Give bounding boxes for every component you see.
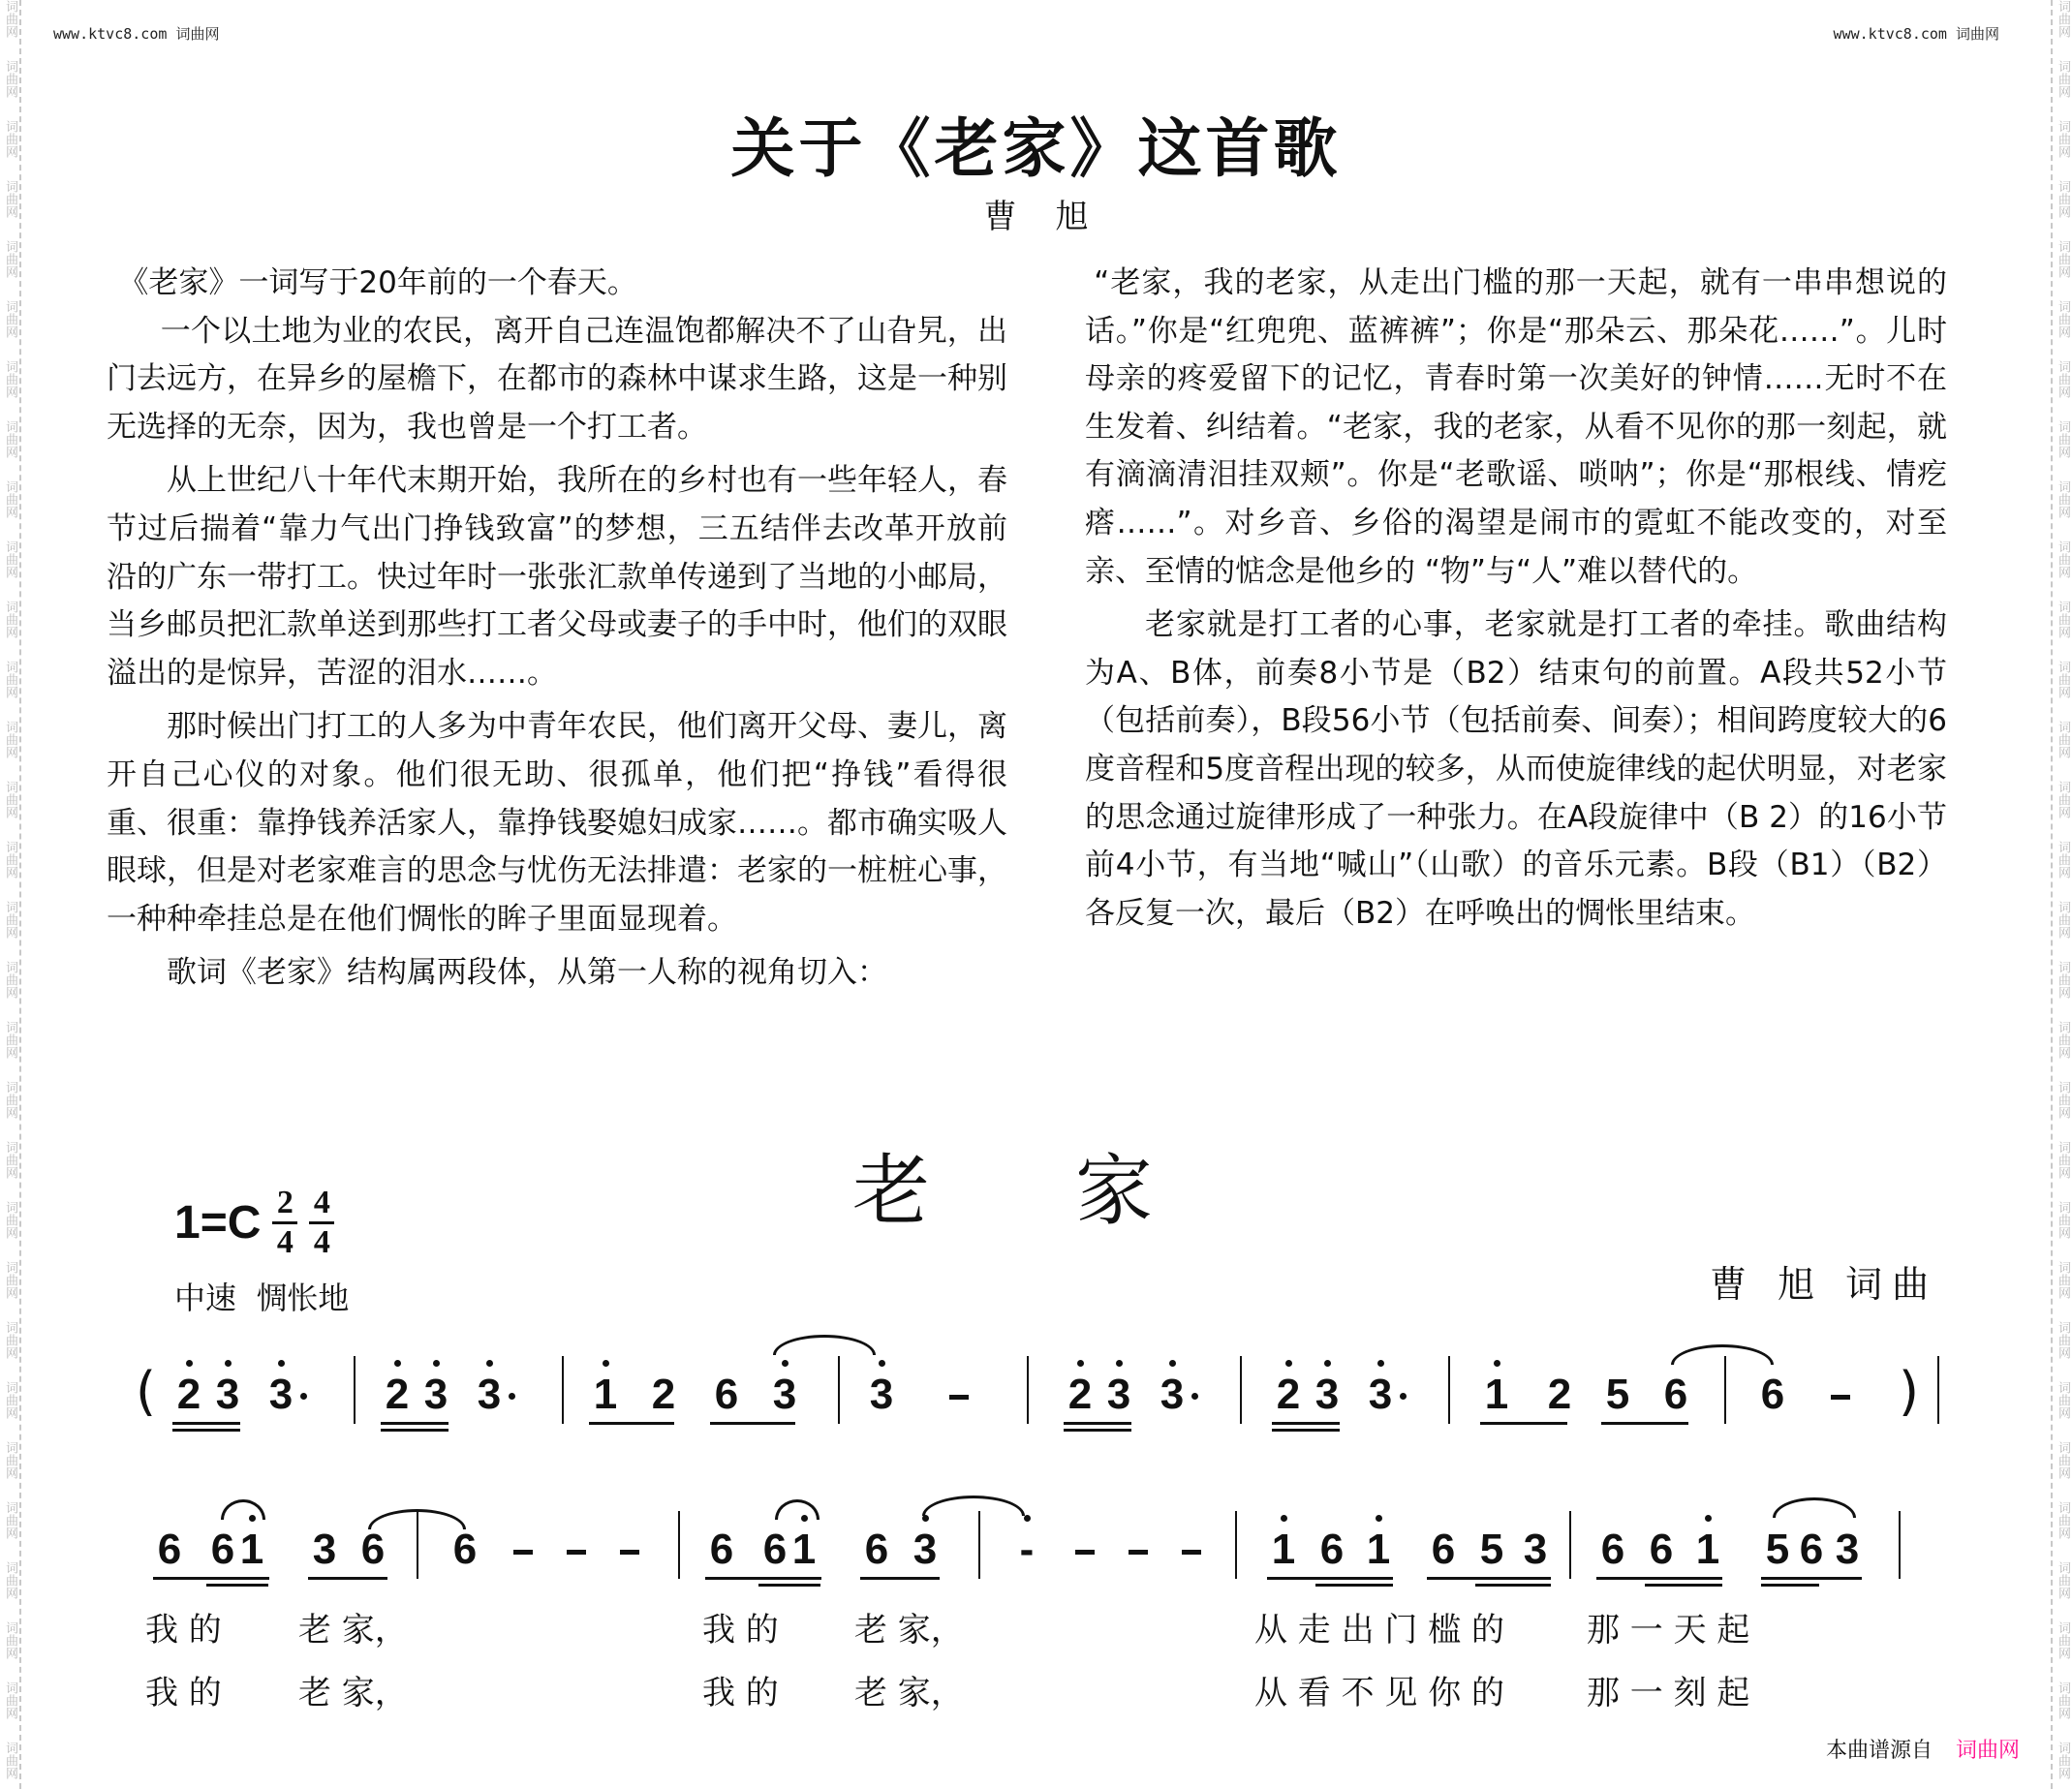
article-right-column (1085, 260, 1947, 938)
lyric: 我 的 (145, 1674, 222, 1712)
tempo-marking: 中速 惆怅地 (174, 1280, 350, 1316)
edge-watermark-text: 词曲网 (2056, 781, 2070, 818)
edge-watermark-text: 词曲网 (3, 240, 17, 278)
edge-watermark-text: 词曲网 (3, 601, 17, 638)
note: 2 (1547, 1371, 1572, 1418)
beam-underline (1272, 1422, 1340, 1425)
edge-watermark-text: 词曲网 (2056, 180, 2070, 218)
note: 3 (1158, 1373, 1187, 1416)
notation-line-intro (136, 1356, 1957, 1443)
note: 3 (266, 1373, 295, 1416)
edge-watermark-text: 词曲网 (3, 300, 17, 338)
note: 3 (421, 1373, 450, 1416)
lyric: 从 走 出 门 槛 的 (1254, 1611, 1505, 1650)
beam-underline (1315, 1584, 1393, 1587)
edge-watermark-text: 词曲网 (3, 901, 17, 939)
edge-watermark-text: 词曲网 (2056, 1141, 2070, 1179)
beam-underline (172, 1422, 240, 1425)
note: 5 (1605, 1371, 1630, 1418)
edge-watermark-text: 词曲网 (3, 120, 17, 158)
edge-watermark-text: 词曲网 (3, 781, 17, 818)
beam-underline (1761, 1577, 1862, 1580)
lyric: 我 的 (702, 1611, 779, 1650)
edge-watermark-text: 词曲网 (3, 721, 17, 758)
slur-arc (221, 1499, 265, 1520)
edge-watermark-text: 词曲网 (3, 480, 17, 518)
edge-watermark-text: 词曲网 (2056, 360, 2070, 398)
sustain-dash (513, 1550, 533, 1555)
sustain-dash (949, 1395, 969, 1400)
edge-watermark-text: 词曲网 (3, 841, 17, 879)
edge-watermark-text: 词曲网 (3, 661, 17, 698)
edge-watermark-text: 词曲网 (2056, 1742, 2070, 1779)
beam-underline (1064, 1429, 1131, 1432)
source-footer (1826, 1734, 2020, 1764)
note: 6 (864, 1526, 889, 1573)
note: 6 (714, 1371, 739, 1418)
edge-watermark-text: 词曲网 (2056, 120, 2070, 158)
edge-watermark-text: 词曲网 (3, 1742, 17, 1779)
note: 3 (867, 1373, 896, 1416)
beam-underline (1596, 1577, 1722, 1580)
beam-underline (1761, 1584, 1819, 1587)
edge-watermark-text: 词曲网 (2056, 661, 2070, 698)
sustain-dash (1182, 1550, 1201, 1555)
lyrics-verse-2 (136, 1666, 1957, 1714)
note: 3 (1104, 1373, 1133, 1416)
beam-underline (206, 1584, 268, 1587)
beam-underline (308, 1577, 387, 1580)
paragraph: “老家，我的老家，从走出门槛的那一天起，就有一串串想说的话。”你是“红兜兜、蓝裤裤”；你是“那朵云、那朵花……”。儿时母亲的疼爱留下的记忆，青春时第一次美好的钟情……无时不在生发着、纠结着。“老家，我的老家，从看不见你的那一刻起，就有滴滴清泪挂双颊”。你是“老歌谣、唢呐”；你是“那根线、情疙瘩……”。对乡音、乡俗的渴望是闹市的霓虹不能改变的，对至亲、至情的惦念是他乡的 “物”与“人”难以替代的。 (1085, 265, 1947, 589)
edge-watermark-text: 词曲网 (3, 540, 17, 578)
bar-line (1569, 1511, 1571, 1579)
edge-watermark-text: 词曲网 (2056, 540, 2070, 578)
note: 6 (1663, 1371, 1688, 1418)
edge-watermark-text: 词曲网 (3, 360, 17, 398)
note: 2 (1274, 1373, 1303, 1416)
key-signature (174, 1187, 334, 1259)
note: 6 (1799, 1526, 1824, 1573)
edge-watermark-text: 词曲网 (2056, 1321, 2070, 1359)
paragraph: 老家就是打工者的心事，老家就是打工者的牵挂。歌曲结构为A、B体，前奏8小节是（B2）结束句的前置。A段共52小节（包括前奏），B段56小节（包括前奏、间奏）；相间跨度较大的6度音程和5度音程出现的较多，从而使旋律线的起伏明显，对老家的思念通过旋律形成了一种张力。在A段旋律中（B 2）的16小节前4小节，有当地“喊山”（山歌）的音乐元素。B段（B1）（B2）各反复一次，最后（B2）在呼唤出的惆怅里结束。 (1085, 607, 1947, 931)
edge-watermark-text: 词曲网 (2056, 1081, 2070, 1119)
beam-underline (381, 1429, 448, 1432)
song-title-char: 家 (1075, 1146, 1153, 1236)
site-name: 词曲网 (175, 25, 220, 43)
lyric: 老 家， (298, 1674, 408, 1712)
beam-underline (1427, 1577, 1551, 1580)
beam-underline (710, 1422, 795, 1425)
song-title-char: 老 (852, 1146, 930, 1236)
lyric: 我 的 (145, 1611, 222, 1650)
bar-line (978, 1511, 980, 1579)
edge-watermark-text: 词曲网 (2056, 1561, 2070, 1599)
paragraph: 从上世纪八十年代末期开始，我所在的乡村也有一些年轻人，春节过后揣着“靠力气出门挣钱致富”的梦想，三五结伴去改革开放前沿的广东一带打工。快过年时一张张汇款单传递到了当地的小邮局，当乡邮员把汇款单送到那些打工者父母或妻子的手中时，他们的双眼溢出的是惊异，苦涩的泪水……。 (107, 463, 1007, 691)
article-title: 关于《老家》这首歌 (730, 110, 1342, 186)
site-watermark-right (1834, 23, 1999, 44)
bar-line (562, 1356, 564, 1424)
edge-watermark-text: 词曲网 (2056, 1501, 2070, 1539)
bar-line (1899, 1511, 1901, 1579)
edge-watermark-text: 词曲网 (2056, 1021, 2070, 1059)
lyric: 那 一 刻 起 (1587, 1674, 1750, 1712)
slur-arc (1671, 1344, 1774, 1365)
note: 2 (1066, 1373, 1095, 1416)
edge-watermark-text: 词曲网 (3, 1561, 17, 1599)
time-signature: $\frac{4}{4}$ (309, 1187, 334, 1259)
edge-watermark-text: 词曲网 (3, 1321, 17, 1359)
note: 2 (651, 1371, 676, 1418)
bar-line (838, 1356, 840, 1424)
edge-watermark-text: 词曲网 (2056, 901, 2070, 939)
edge-watermark-text: 词曲网 (3, 1621, 17, 1659)
note: 2 (174, 1373, 203, 1416)
edge-watermark-text: 词曲网 (2056, 1621, 2070, 1659)
edge-watermark-text: 词曲网 (3, 1201, 17, 1239)
paragraph: 一个以土地为业的农民，离开自己连温饱都解决不了山旮旯，出门去远方，在异乡的屋檐下，在都市的森林中谋求生路，这是一种别无选择的无奈，因为，我也曾是一个打工者。 (107, 313, 1007, 445)
site-name: 词曲网 (1955, 25, 1999, 43)
edge-watermark-text: 词曲网 (3, 1441, 17, 1479)
lyric: 从 看 不 见 你 的 (1254, 1674, 1505, 1712)
edge-watermark-text: 词曲网 (3, 1681, 17, 1719)
edge-watermark-text: 词曲网 (2056, 240, 2070, 278)
lyrics-verse-1 (136, 1603, 1957, 1651)
site-url: www.ktvc8.com (53, 25, 168, 43)
right-watermark-stripe (2051, 0, 2072, 1789)
beam-underline (381, 1422, 448, 1425)
note: 3 (1313, 1373, 1342, 1416)
note: 3 (1835, 1526, 1860, 1573)
bar-line (1240, 1356, 1242, 1424)
note: 3 (213, 1373, 242, 1416)
note: 2 (383, 1373, 412, 1416)
left-watermark-stripe (0, 0, 21, 1789)
note: 6 (1431, 1526, 1456, 1573)
edge-watermark-text: 词曲网 (3, 180, 17, 218)
note: 3 (911, 1528, 940, 1571)
edge-watermark-text: 词曲网 (3, 60, 17, 98)
beam-underline (1601, 1422, 1688, 1425)
bar-line (1937, 1356, 1939, 1424)
note: 5 (1479, 1526, 1504, 1573)
lyric: 老 家， (298, 1611, 408, 1650)
note: 6 (1649, 1526, 1674, 1573)
edge-watermark-text: 词曲网 (2056, 1441, 2070, 1479)
bar-line (354, 1356, 356, 1424)
bar-line (1724, 1356, 1726, 1424)
beam-underline (589, 1422, 674, 1425)
edge-watermark-text: 词曲网 (2056, 1261, 2070, 1299)
note: 6 (210, 1526, 235, 1573)
note: 6 (157, 1526, 182, 1573)
slur-arc (922, 1496, 1025, 1516)
note: 1 (591, 1373, 620, 1416)
edge-watermark-text: 词曲网 (3, 1381, 17, 1419)
edge-watermark-text: 词曲网 (3, 0, 17, 38)
note: 1 (1364, 1528, 1393, 1571)
note: 6 (360, 1526, 386, 1573)
edge-watermark-text: 词曲网 (2056, 721, 2070, 758)
paragraph: 那时候出门打工的人多为中青年农民，他们离开父母、妻儿，离开自己心仪的对象。他们很无助、很孤单，他们把“挣钱”看得很重、很重：靠挣钱养活家人，靠挣钱娶媳妇成家……。都市确实吸人眼球，但是对老家难言的思念与忧伤无法排遣：老家的一桩桩心事，一种种牵挂总是在他们惆怅的眸子里面显现着。 (107, 709, 1007, 937)
beam-underline (1064, 1422, 1131, 1425)
note: 6 (762, 1526, 788, 1573)
note: 1 (1693, 1528, 1722, 1571)
edge-watermark-text: 词曲网 (2056, 1381, 2070, 1419)
edge-watermark-text: 词曲网 (2056, 300, 2070, 338)
edge-watermark-text: 词曲网 (2056, 1681, 2070, 1719)
lyric: 那 一 天 起 (1587, 1611, 1750, 1650)
open-paren: ( (136, 1361, 157, 1422)
sustain-dash (620, 1550, 639, 1555)
edge-watermark-text: 词曲网 (3, 1261, 17, 1299)
slur-arc (773, 1335, 876, 1355)
composer-credit: 曹 旭 词曲 (1710, 1263, 1939, 1306)
note: 6 (1600, 1526, 1625, 1573)
edge-watermark-text: 词曲网 (3, 1141, 17, 1179)
edge-watermark-text: 词曲网 (2056, 1201, 2070, 1239)
song-title (852, 1128, 1153, 1240)
beam-underline (172, 1429, 240, 1432)
note: 3 (1366, 1373, 1395, 1416)
lyric: 我 的 (702, 1674, 779, 1712)
note: 6 (709, 1526, 734, 1573)
edge-watermark-text: 词曲网 (2056, 0, 2070, 38)
note: 3 (475, 1373, 504, 1416)
beam-underline (1480, 1422, 1567, 1425)
note: 1 (1269, 1528, 1298, 1571)
bar-line (678, 1511, 680, 1579)
note: 1 (237, 1528, 266, 1571)
sustain-dash (1831, 1395, 1850, 1400)
bar-line (1235, 1511, 1237, 1579)
beam-underline (153, 1577, 269, 1580)
edge-watermark-text: 词曲网 (3, 1021, 17, 1059)
edge-watermark-text: 词曲网 (2056, 60, 2070, 98)
bar-line (417, 1511, 418, 1579)
site-url: www.ktvc8.com (1833, 25, 1947, 43)
site-watermark-left (53, 23, 219, 44)
note: 6 (1760, 1371, 1785, 1418)
lyric: 老 家， (854, 1674, 964, 1712)
beam-underline (705, 1577, 821, 1580)
beam-underline (1645, 1584, 1722, 1587)
note: 3 (770, 1373, 799, 1416)
note: - (1012, 1528, 1041, 1571)
note: 6 (452, 1526, 478, 1573)
sustain-dash (567, 1550, 586, 1555)
time-signature: $\frac{2}{4}$ (272, 1187, 297, 1259)
edge-watermark-text: 词曲网 (3, 1081, 17, 1119)
article-author: 曹旭 (983, 198, 1128, 236)
note: 1 (789, 1528, 819, 1571)
bar-line (1448, 1356, 1450, 1424)
note: 3 (312, 1526, 337, 1573)
key-label: 1=C (174, 1197, 262, 1249)
edge-watermark-text: 词曲网 (2056, 841, 2070, 879)
edge-watermark-text: 词曲网 (2056, 420, 2070, 458)
sustain-dash (1129, 1550, 1148, 1555)
notation-line-verse (136, 1511, 1957, 1598)
edge-watermark-text: 词曲网 (2056, 961, 2070, 999)
edge-watermark-text: 词曲网 (3, 420, 17, 458)
slur-arc (775, 1499, 820, 1520)
beam-underline (758, 1584, 820, 1587)
sustain-dash (1075, 1550, 1095, 1555)
edge-watermark-text: 词曲网 (2056, 480, 2070, 518)
note: 3 (1523, 1526, 1548, 1573)
article-left-column (107, 260, 1007, 998)
note: 6 (1319, 1526, 1345, 1573)
beam-underline (1475, 1584, 1551, 1587)
note: 5 (1765, 1526, 1790, 1573)
beam-underline (860, 1577, 940, 1580)
lyric: 老 家， (854, 1611, 964, 1650)
paragraph: 歌词《老家》结构属两段体，从第一人称的视角切入： (167, 955, 887, 991)
slur-arc (1773, 1497, 1856, 1518)
close-paren: ) (1899, 1361, 1920, 1422)
beam-underline (1272, 1429, 1340, 1432)
paragraph: 《老家》一词写于20年前的一个春天。 (118, 265, 637, 300)
edge-watermark-text: 词曲网 (3, 1501, 17, 1539)
note: 1 (1482, 1373, 1511, 1416)
bar-line (1027, 1356, 1029, 1424)
beam-underline (1267, 1577, 1393, 1580)
source-label: 本曲谱源自 (1826, 1739, 1933, 1763)
edge-watermark-text: 词曲网 (3, 961, 17, 999)
source-brand-link[interactable]: 词曲网 (1956, 1739, 2021, 1763)
edge-watermark-text: 词曲网 (2056, 601, 2070, 638)
